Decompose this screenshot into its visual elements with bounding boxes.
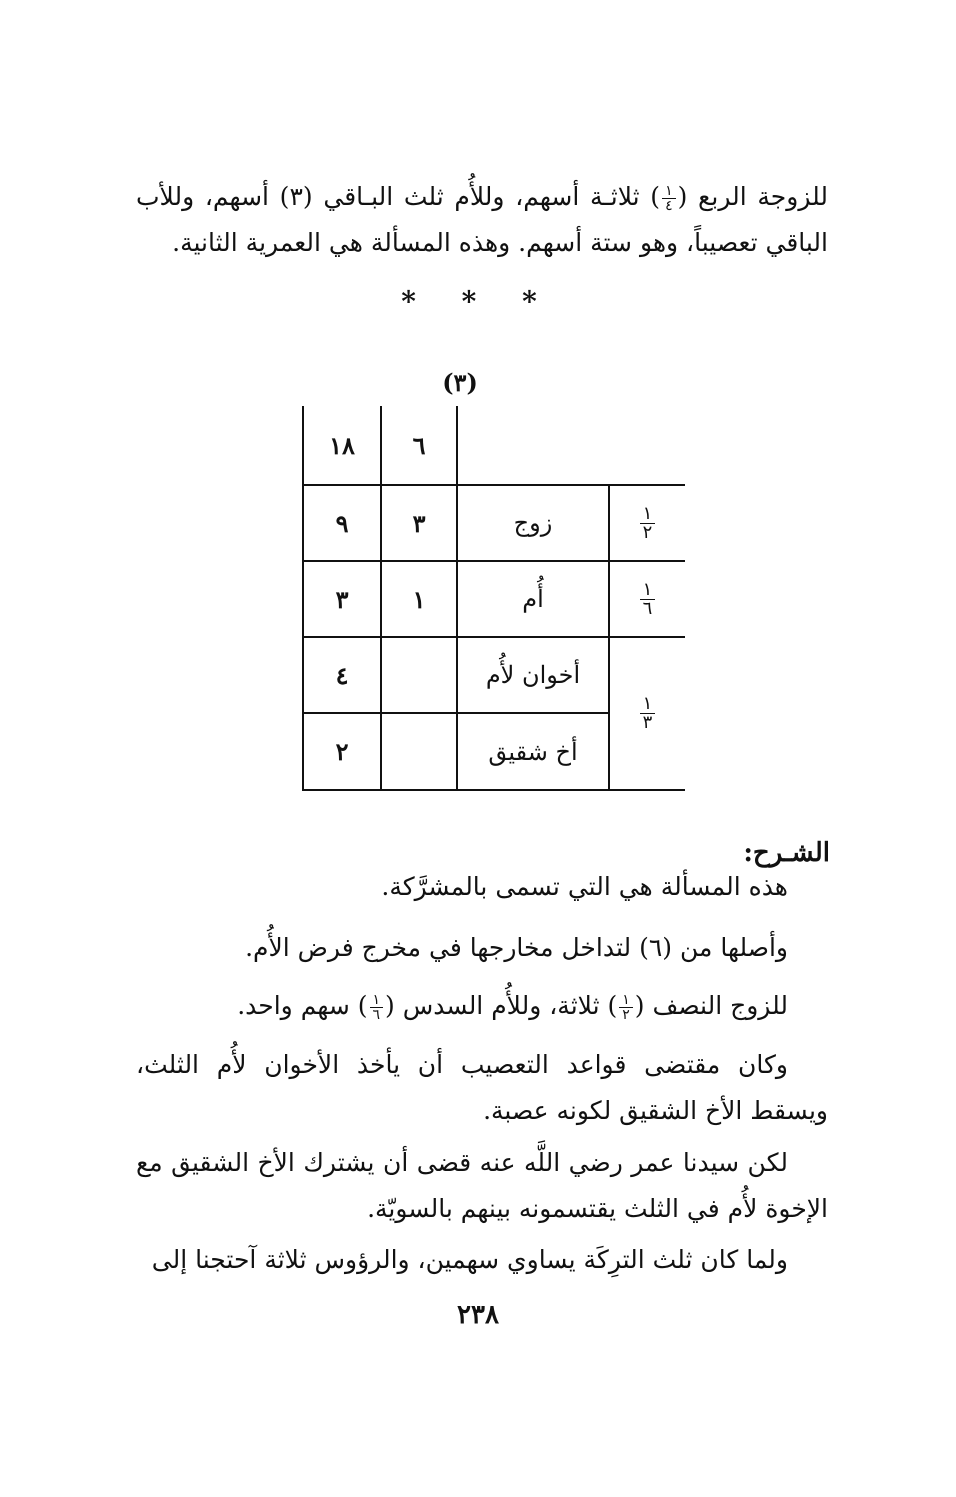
fraction-denominator: ٦ (642, 597, 653, 619)
paragraph-text: ولما كان ثلث الترِكَة يساوي سهمين، والرؤوس ثلاثة آحتجنا إلى (151, 1245, 788, 1274)
table-cell: ٤ (335, 660, 349, 690)
paragraph-text: للزوج النصف ( (634, 991, 788, 1020)
heir-maternal-brothers: أخوان لأُم (485, 661, 581, 689)
fraction-numerator: ١ (640, 505, 656, 524)
quarter-fraction (662, 184, 676, 213)
page-number: ٢٣٨ (457, 1300, 499, 1330)
explanation-p5 (136, 1140, 828, 1232)
paragraph-text: وأصلها من (٦) لتداخل مخارجها في مخرج فرض الأُم. (245, 933, 788, 962)
table-cell: ٩ (335, 508, 349, 538)
sixth-fraction (370, 993, 384, 1022)
fraction-numerator: ١ (370, 993, 384, 1008)
paragraph-text: لكن سيدنا عمر رضي اللَّه عنه قضى أن يشترك الأخ الشقيق مع الإخوة لأُم في الثلث يقتسمونه بينهم بالسويّة. (136, 1148, 828, 1223)
table-cell: ٣ (412, 508, 426, 538)
table-label: (٣) (442, 368, 478, 397)
heir-mother: أُم (522, 585, 544, 613)
fraction-numerator: ١ (619, 993, 633, 1008)
explanation-p3 (136, 983, 828, 1029)
inheritance-table (302, 406, 685, 791)
fraction-numerator: ١ (662, 184, 676, 199)
fraction-denominator: ٣ (642, 712, 653, 733)
table-cell (382, 714, 456, 789)
table-cell: ١ (412, 584, 426, 614)
fraction-numerator: ١ (640, 581, 656, 600)
paragraph-text: ) سهم واحد. (237, 991, 368, 1020)
paragraph-text: هذه المسألة هي التي تسمى بالمشرَّكة. (381, 872, 788, 901)
paragraph-text: وكان مقتضى قواعد التعصيب أن يأخذ الأخوان لأُم الثلث، ويسقط الأخ الشقيق لكونه عصبة. (136, 1050, 828, 1125)
share-half (610, 486, 685, 560)
header-total-18: ١٨ (329, 430, 355, 460)
fraction-denominator: ٦ (372, 1007, 381, 1023)
paragraph-text: ) ثلاثة، وللأُم السدس ( (385, 991, 618, 1020)
fraction-denominator: ٢ (642, 521, 653, 543)
section-separator: * * * (401, 285, 555, 318)
explanation-heading: الشـرح: (743, 838, 830, 868)
explanation-p6 (136, 1237, 828, 1283)
third-fraction (640, 695, 656, 732)
fraction-denominator: ٢ (622, 1007, 630, 1023)
share-sixth (610, 562, 685, 636)
intro-text-end: ) ثلاثـة أسهم، وللأُم ثلث البـاقي (٣) أسهم، وللأب الباقي تعصيباً، وهو ستة أسهم. وهذه المسألة هي العمرية الثانية. (136, 182, 828, 257)
intro-text-start: للزوجة الربع ( (677, 182, 829, 211)
fraction-numerator: ١ (640, 695, 656, 714)
sixth-fraction (640, 578, 656, 619)
table-cell: ٢ (335, 737, 349, 766)
table-cell (382, 638, 456, 712)
half-fraction (619, 993, 633, 1022)
explanation-p2 (136, 925, 828, 971)
explanation-p1 (136, 864, 828, 910)
fraction-denominator: ٤ (665, 198, 673, 214)
intro-paragraph (136, 174, 828, 266)
explanation-p4 (136, 1042, 828, 1134)
heir-full-brother: أخ شقيق (488, 737, 578, 766)
header-base-6: ٦ (412, 430, 426, 460)
share-third (610, 638, 685, 789)
table-cell: ٣ (335, 584, 349, 614)
heir-husband: زوج (513, 509, 553, 537)
half-fraction (640, 502, 656, 543)
